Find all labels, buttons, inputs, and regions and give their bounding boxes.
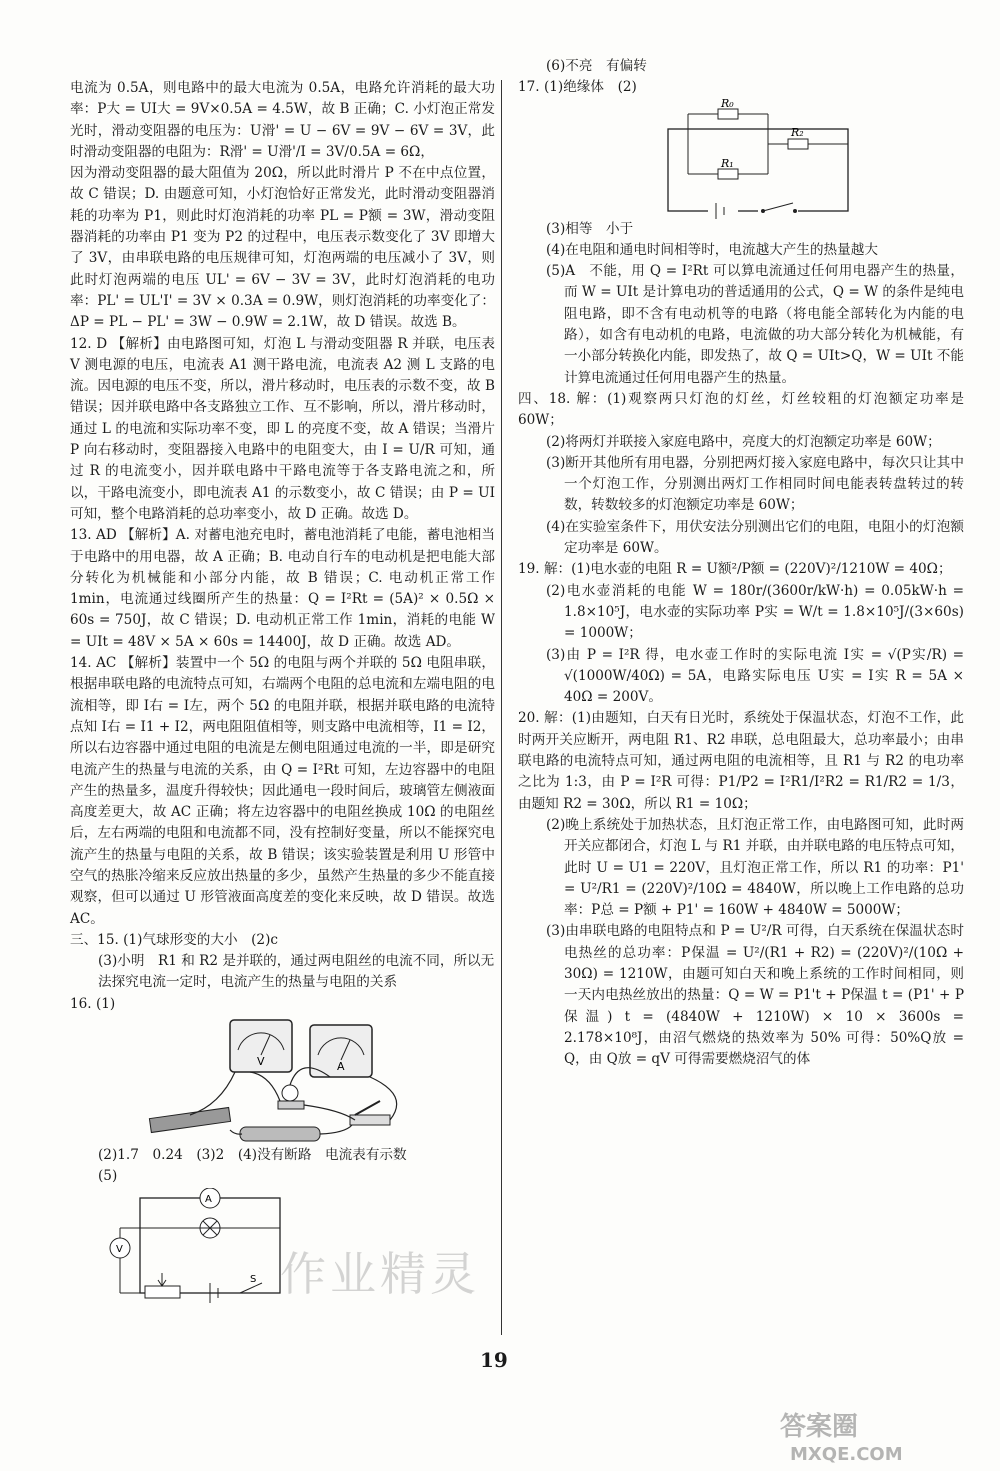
svg-text:MXQE.COM: MXQE.COM	[790, 1444, 903, 1465]
svg-text:A: A	[205, 1193, 212, 1205]
answer-17-part5: (5)A 不能，用 Q = I²Rt 可以算电流通过任何用电器产生的热量，而 W = UIt 是计算电功的普适通用的公式，Q = W 的条件是纯电阻电路，即不含有电动机等的电路（将电能全部转化为内能的电路），如含有电动机的电路，电流做的功大部分转化为机械能，有一小部分转换化内能，即发热了，故 Q = UIt>Q，W = UIt 不能计算电流通过任何用电器产生的热量。	[546, 263, 964, 386]
answer-19-part2: (2)电水壶消耗的电能 W = 180r/(3600r/kW·h) = 0.05kW·h = 1.8×10⁵J，电水壶的实际功率 P实 = W/t = 1.8×10⁵J/(3×60s) = 1000W；	[546, 582, 964, 642]
answer-14: 14. AC 【解析】装置中一个 5Ω 的电阻与两个并联的 5Ω 电阻串联，根据串联电路的电流特点可知，右端两个电阻的总电流和左端电阻的电流相等，即 I右 = I左，两个 5Ω 的电阻并联，根据并联电路的电流特点知 I右 = I1 + I2，两电阻阻值相等，则支路中电流相等，I1 = I2，所以右边容器中通过电阻的电流是左侧电阻通过电流的一半，即是研究电流产生的热量与电流的关系，由 Q = I²Rt 可知，左边容器中的电阻产生的热量多，温度升得较快；因此通电一段时间后，玻璃管左侧液面高度差更大，故 AC 正确；将左边容器中的电阻丝换成 10Ω 的电阻丝后，左右两端的电阻和电流都不同，没有控制好变量，所以不能探究电流产生的热量与电阻的关系，故 B 错误；该实验装置是利用 U 形管中空气的热胀冷缩来反应放出热量的多少，虽然产生热量的多少不能直接观察，但可以通过 U 形管液面高度差的变化来反映，故 D 错误。故选 AC。	[70, 655, 495, 927]
svg-text:R₀: R₀	[721, 98, 734, 110]
svg-text:A: A	[337, 1060, 345, 1074]
answer-19-part3: (3)由 P = I²R 得，电水壶工作时的实际电流 I实 = √(P实/R) = √(1000W/40Ω) = 5A，电路实际电压 U实 = I实 R = 5A × 40Ω = 200V。	[546, 646, 964, 706]
answer-11-continued-a: 电流为 0.5A，则电路中的最大电流为 0.5A，电路允许消耗的最大功率：P大 = UI大 = 9V×0.5A = 4.5W，故 B 正确；C. 小灯泡正常发光时，滑动变阻器的电压为：U滑' = U − 6V = 9V − 6V = 3V，此时滑动变阻器的电阻为：R滑' = U滑'/I = 3V/0.5A = 6Ω，	[70, 80, 495, 160]
svg-text:答案圈: 答案圈	[780, 1412, 859, 1442]
column-divider	[501, 80, 502, 1335]
svg-text:V: V	[116, 1243, 123, 1255]
answer-20-part1: 20. 解：(1)由题知，白天有日光时，系统处于保温状态，灯泡不工作，此时两开关应断开，两电阻 R1、R2 串联，总电阻最大，总功率最小；由串联电路的电流特点可知，通过两电阻的电流相等，且 R1 与 R2 的电功率之比为 1:3，由 P = I²R 可得：P1/P2 = I²R1/I²R2 = R1/R2 = 1/3，由题知 R2 = 30Ω，所以 R1 = 10Ω；	[518, 710, 964, 812]
answer-16-part1: 16. (1)	[70, 995, 116, 1012]
answer-18-part1: 四、18. 解：(1)观察两只灯泡的灯丝，灯丝较粗的灯泡额定功率是 60W；	[518, 390, 964, 429]
page-number: 19	[480, 1348, 508, 1372]
answer-18-part3: (3)断开其他所有用电器，分别把两灯接入家庭电路中，每次只让其中一个灯泡工作，分别测出两灯工作相同时间电能表转盘转过的转数，转数较多的灯泡额定功率是 60W；	[546, 454, 964, 514]
site-logo	[760, 1405, 990, 1465]
svg-text:S: S	[250, 1273, 257, 1285]
answer-12: 12. D 【解析】由电路图可知，灯泡 L 与滑动变阻器 R 并联，电压表 V 测电源的电压，电流表 A1 测干路电流，电流表 A2 测 L 支路的电流。因电源的电压不变，所以，滑片移动时，电压表的示数不变，故 B 错误；因并联电路中各支路独立工作、互不影响，所以，滑片移动时，通过 L 的电流和实际功率不变，即 L 的亮度不变，故 A 错误；当滑片 P 向右移动时，变阻器接入电路中的电阻变大，由 I = U/R 可知，通过 R 的电流变小，因并联电路中干路电流等于各支路电流之和，所以，干路电流变小，即电流表 A1 的示数变小，故 C 错误；由 P = UI 可知，整个电路消耗的总功率变小，故 D 正确。故选 D。	[70, 335, 495, 522]
answer-16-part6: (6)不亮 有偏转	[546, 58, 647, 74]
svg-text:R₁: R₁	[721, 156, 734, 170]
svg-text:V: V	[257, 1055, 265, 1069]
answer-17-part4: (4)在电阻和通电时间相等时，电流越大产生的热量越大	[546, 241, 878, 258]
answer-19-part1: 19. 解：(1)电水壶的电阻 R = U额²/P额 = (220V)²/1210W = 40Ω；	[518, 561, 952, 578]
answer-20-part3: (3)由串联电路的电阻特点和 P = U²/R 可得，白天系统在保温状态时电热丝的总功率：P保温 = U²/(R1 + R2) = (220V)²/(10Ω + 30Ω) = 1210W，由题可知白天和晚上系统的工作时间相同，则一天内电热丝放出的热量：Q = W = P1't + P保温 t = (P1' + P保温) t = (4840W + 1210W) × 10 × 3600s = 2.178×10⁸J，由沼气燃烧的热效率为 50% 可得：50%Q放 = Q，由 Q放 = qV 可得需要燃烧沼气的体	[546, 923, 964, 1068]
right-column	[518, 56, 964, 1070]
svg-text:R₂: R₂	[791, 125, 804, 139]
watermark-text: 作业精灵	[280, 1247, 480, 1301]
left-column	[70, 78, 495, 1308]
answer-15-part3: (3)小明 R1 和 R2 是并联的，通过两电阻丝的电流不同，所以无法探究电流一定时，电流产生的热量与电阻的关系	[98, 953, 495, 991]
answer-13: 13. AD 【解析】A. 对蓄电池充电时，蓄电池消耗了电能，蓄电池相当于电路中的用电器，故 A 正确；B. 电动自行车的电动机是把电能大部分转化为机械能和小部分内能，故 B 错误；C. 电动机正常工作 1min，电流通过线圈所产生的热量：Q = I²Rt = (5A)² × 0.5Ω × 60s = 750J，故 C 错误；D. 电动机正常工作 1min，消耗的电能 W = UIt = 48V × 5A × 60s = 14400J，故 D 正确。故选 AD。	[70, 527, 495, 650]
circuit-meters-figure	[130, 1015, 430, 1145]
circuit-schematic-17	[658, 99, 858, 219]
answer-16-part5: (5)	[98, 1168, 118, 1185]
answer-18-part4: (4)在实验室条件下，用伏安法分别测出它们的电阻，电阻小的灯泡额定功率是 60W。	[546, 518, 964, 557]
answer-18-part2: (2)将两灯并联接入家庭电路中，亮度大的灯泡额定功率是 60W；	[546, 433, 941, 450]
answer-16-parts2-4: (2)1.7 0.24 (3)2 (4)没有断路 电流表有示数	[98, 1147, 407, 1164]
answer-15-part1: 三、15. (1)气球形变的大小 (2)c	[70, 931, 279, 948]
answer-11-continued-b: 因为滑动变阻器的最大阻值为 20Ω，所以此时滑片 P 不在中点位置，故 C 错误；D. 由题意可知，小灯泡恰好正常发光，此时滑动变阻器消耗的功率为 P1，则此时灯泡消耗的功率 PL = P额 = 3W，滑动变阻器消耗的功率由 P1 变为 P2 的过程中，电压表示数变化了 3V 即增大了 3V，由串联电路的电压规律可知，灯泡两端的电压减小了 3V，则此时灯泡两端的电压 UL' = 6V − 3V = 3V，此时灯泡消耗的电功率：PL' = UL'I' = 3V × 0.3A = 0.9W，则灯泡消耗的功率变化了：ΔP = PL − PL' = 3W − 0.9W = 2.1W，故 D 错误。故选 B。	[70, 165, 495, 331]
answer-20-part2: (2)晚上系统处于加热状态，且灯泡正常工作，由电路图可知，此时两开关应都闭合，灯泡 L 与 R1 并联，由并联电路的电压特点可知，此时 U = U1 = 220V，且灯泡正常工作，所以 R1 的功率：P1' = U²/R1 = (220V)²/10Ω = 4840W，所以晚上工作电路的总功率：P总 = P额 + P1' = 160W + 4840W = 5000W；	[546, 816, 964, 919]
answer-17-parts1-2: 17. (1)绝缘体 (2)	[518, 79, 637, 96]
answer-17-part3: (3)相等 小于	[546, 220, 634, 237]
